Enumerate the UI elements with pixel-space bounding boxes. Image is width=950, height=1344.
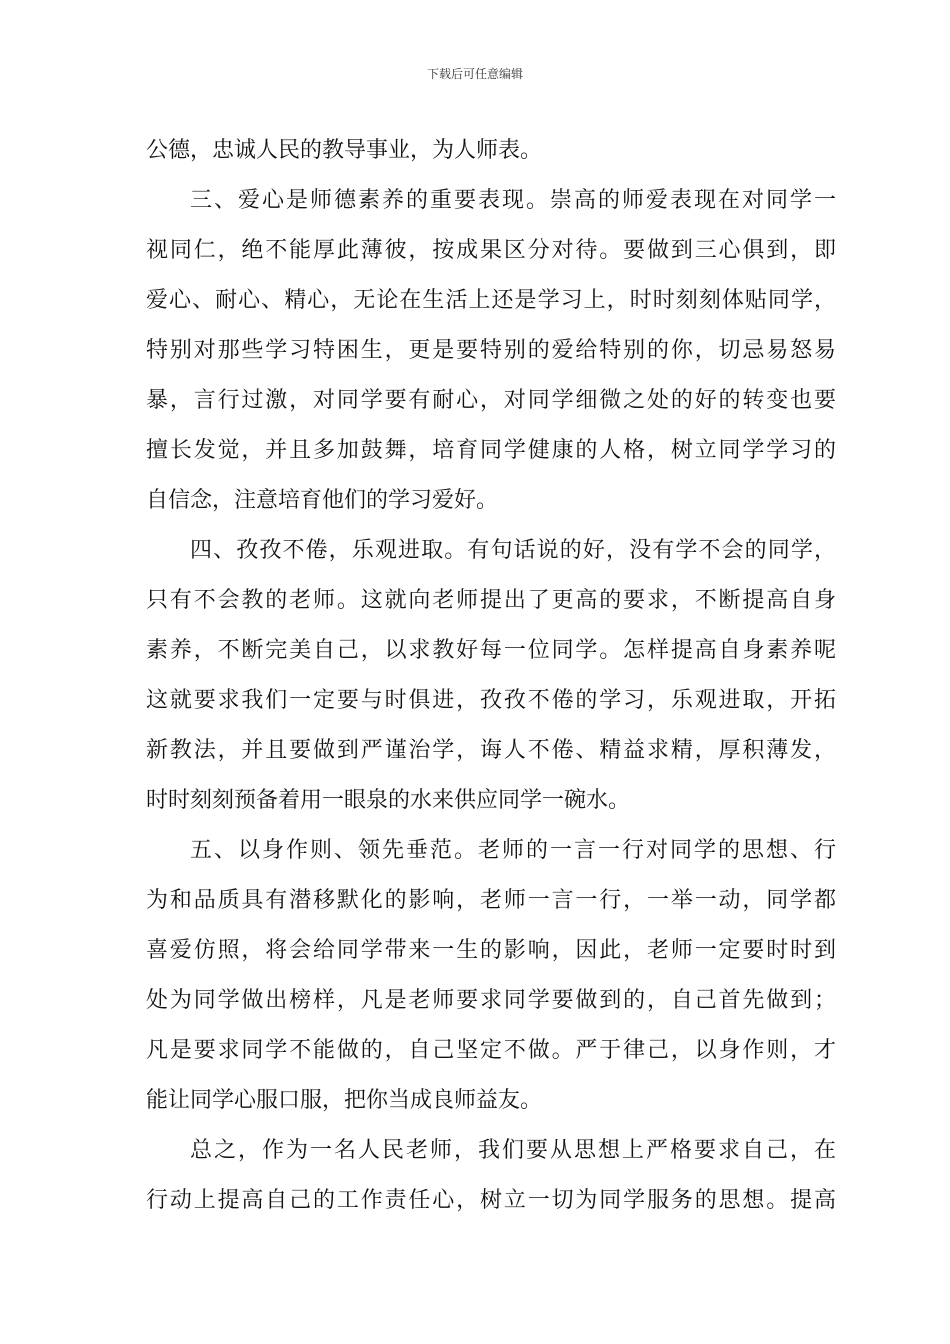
document-body [146,126,836,1226]
text-line: 喜爱仿照，将会给同学带来一生的影响，因此，老师一定要时时到 [146,938,838,963]
text-line: 四、孜孜不倦，乐观进取。有句话说的好，没有学不会的同学， [190,538,838,563]
text-line: 素养，不断完美自己，以求教好每一位同学。怎样提高自身素养呢 [146,638,838,663]
text-line: 凡是要求同学不能做的，自己坚定不做。严于律己，以身作则，才 [146,1038,838,1063]
text-line: 新教法，并且要做到严谨治学，诲人不倦、精益求精，厚积薄发， [146,738,838,763]
text-line: 暴，言行过激，对同学要有耐心，对同学细微之处的好的转变也要 [146,388,838,413]
text-line: 五、以身作则、领先垂范。老师的一言一行对同学的思想、行 [190,838,838,863]
text-line: 爱心、耐心、精心，无论在生活上还是学习上，时时刻刻体贴同学， [146,288,838,313]
text-line: 公德，忠诚人民的教导事业，为人师表。 [146,138,543,163]
text-line: 特别对那些学习特困生，更是要特别的爱给特别的你，切忌易怒易 [146,338,838,363]
text-line: 为和品质具有潜移默化的影响，老师一言一行，一举一动，同学都 [146,888,838,913]
text-line: 视同仁，绝不能厚此薄彼，按成果区分对待。要做到三心俱到，即 [146,238,838,263]
text-line: 行动上提高自己的工作责任心，树立一切为同学服务的思想。提高 [146,1188,838,1213]
text-line: 处为同学做出榜样，凡是老师要求同学要做到的，自己首先做到； [146,988,838,1013]
text-line: 只有不会教的老师。这就向老师提出了更高的要求，不断提高自身 [146,588,838,613]
text-line: 时时刻刻预备着用一眼泉的水来供应同学一碗水。 [146,788,631,813]
text-line: 能让同学心服口服，把你当成良师益友。 [146,1088,543,1113]
text-line: 擅长发觉，并且多加鼓舞，培育同学健康的人格，树立同学学习的 [146,438,838,463]
text-line: 总之，作为一名人民老师，我们要从思想上严格要求自己，在 [190,1138,838,1163]
page-header: 下载后可任意编辑 [426,67,523,81]
text-line: 自信念，注意培育他们的学习爱好。 [146,488,499,513]
text-line: 这就要求我们一定要与时俱进，孜孜不倦的学习，乐观进取，开拓 [146,688,838,713]
text-line: 三、爱心是师德素养的重要表现。崇高的师爱表现在对同学一 [190,188,838,213]
